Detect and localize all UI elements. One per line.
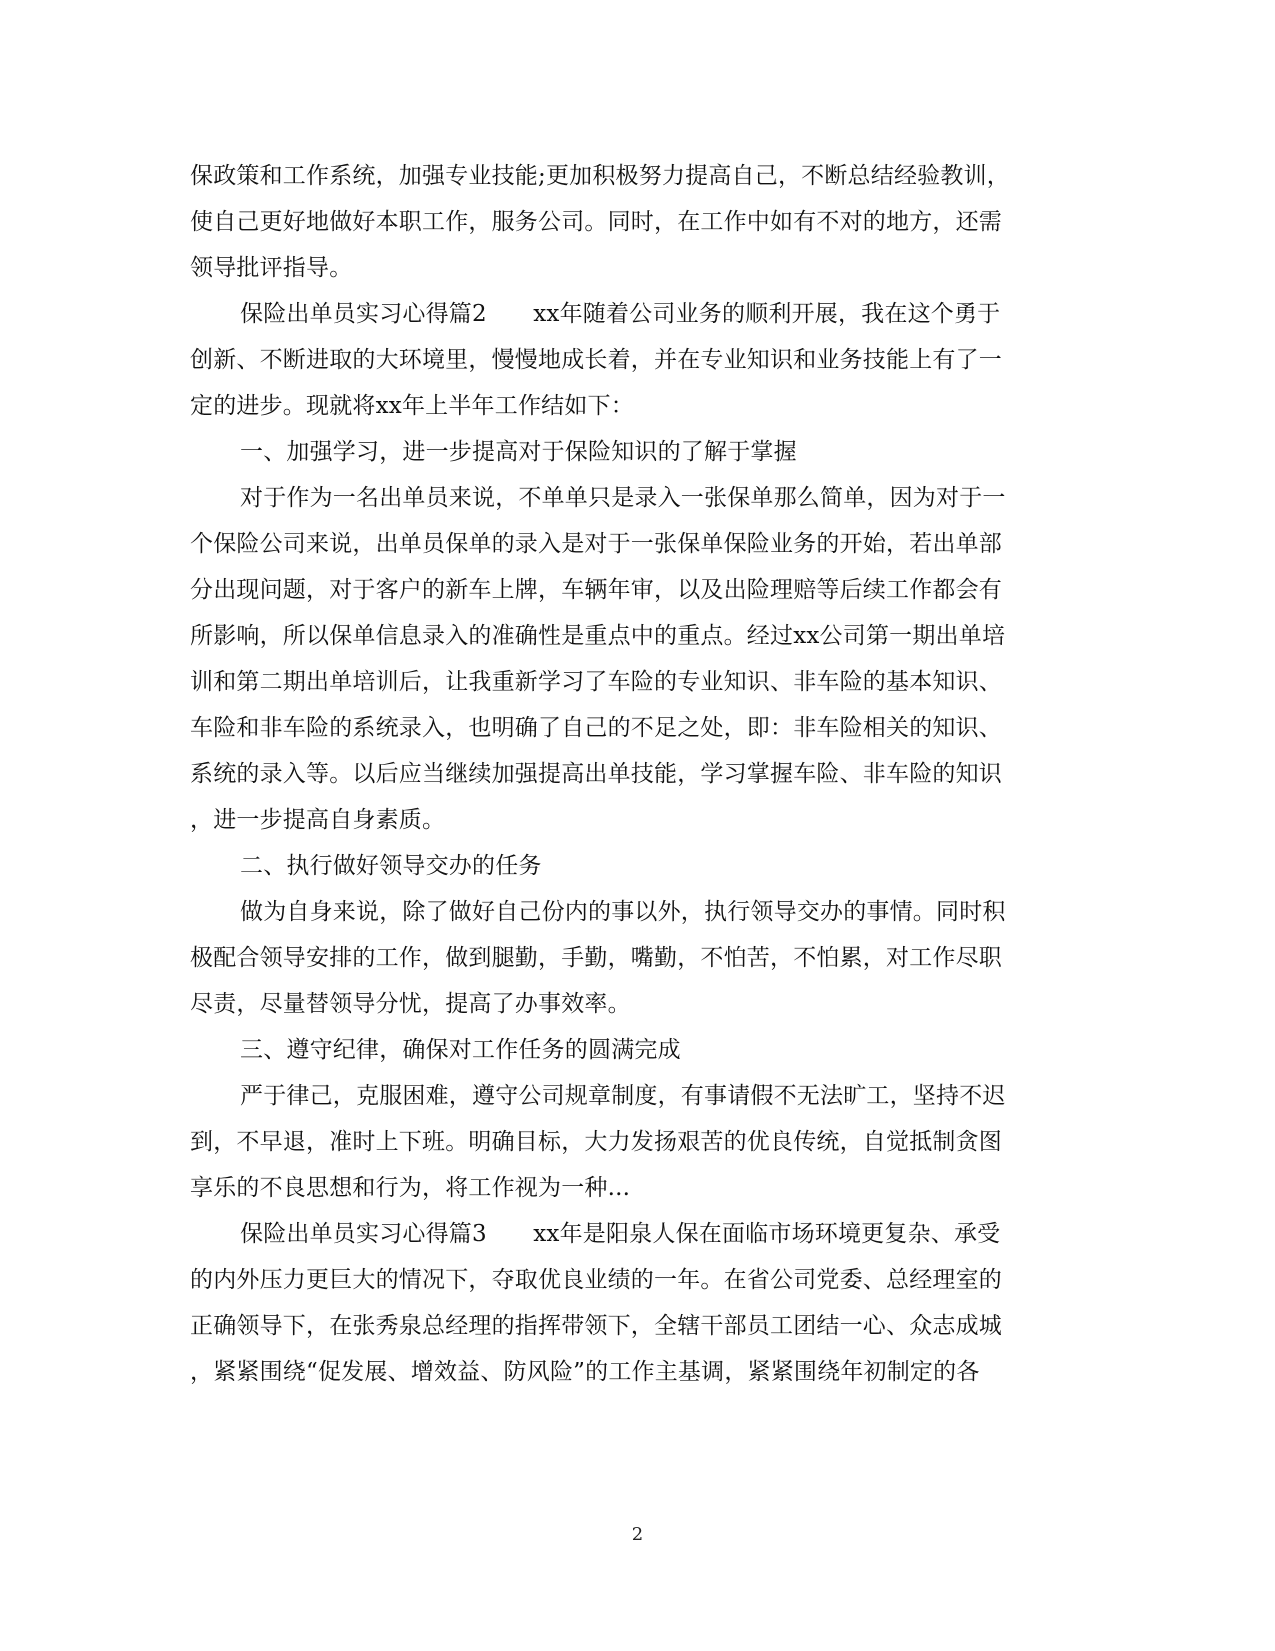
body-text-line: 尽责，尽量替领导分忧，提高了办事效率。 xyxy=(190,991,631,1017)
body-text-line: 享乐的不良思想和行为，将工作视为一种... xyxy=(190,1175,631,1201)
page-number: 2 xyxy=(631,1524,644,1545)
body-text-line: ，紧紧围绕“促发展、增效益、防风险”的工作主基调，紧紧围绕年初制定的各 xyxy=(190,1359,980,1385)
body-text-line: 严于律己，克服困难，遵守公司规章制度，有事请假不无法旷工，坚持不迟 xyxy=(240,1083,1006,1109)
body-text-line: 到，不早退，准时上下班。明确目标，大力发扬艰苦的优良传统，自觉抵制贪图 xyxy=(190,1129,1002,1155)
body-text-line: 极配合领导安排的工作，做到腿勤，手勤，嘴勤，不怕苦，不怕累，对工作尽职 xyxy=(190,945,1002,971)
body-text-line: 所影响，所以保单信息录入的准确性是重点中的重点。经过xx公司第一期出单培 xyxy=(190,623,1006,649)
section-heading: 一、加强学习，进一步提高对于保险知识的了解于掌握 xyxy=(240,439,797,465)
body-text-line: 分出现问题，对于客户的新车上牌，车辆年审，以及出险理赔等后续工作都会有 xyxy=(190,577,1002,603)
body-text-line: 使自己更好地做好本职工作，服务公司。同时，在工作中如有不对的地方，还需 xyxy=(190,209,1002,235)
body-text-line: 对于作为一名出单员来说，不单单只是录入一张保单那么简单，因为对于一 xyxy=(240,485,1006,511)
body-text-line: 保政策和工作系统，加强专业技能;更加积极努力提高自己，不断总结经验教训， xyxy=(190,163,1010,189)
body-text-line: 系统的录入等。以后应当继续加强提高出单技能，学习掌握车险、非车险的知识 xyxy=(190,761,1002,787)
body-text-line: 个保险公司来说，出单员保单的录入是对于一张保单保险业务的开始，若出单部 xyxy=(190,531,1002,557)
body-text-line: 做为自身来说，除了做好自己份内的事以外，执行领导交办的事情。同时积 xyxy=(240,899,1006,925)
body-text-line: 领导批评指导。 xyxy=(190,255,353,281)
body-text-line: 的内外压力更巨大的情况下，夺取优良业绩的一年。在省公司党委、总经理室的 xyxy=(190,1267,1002,1293)
section-heading: 三、遵守纪律，确保对工作任务的圆满完成 xyxy=(240,1037,681,1063)
body-text-line: 训和第二期出单培训后，让我重新学习了车险的专业知识、非车险的基本知识、 xyxy=(190,669,1002,695)
body-text-line: 车险和非车险的系统录入，也明确了自己的不足之处，即：非车险相关的知识、 xyxy=(190,715,1002,741)
body-text-line: 保险出单员实习心得篇2 xx年随着公司业务的顺利开展，我在这个勇于 xyxy=(240,301,1001,327)
body-text-line: 正确领导下，在张秀泉总经理的指挥带领下，全辖干部员工团结一心、众志成城 xyxy=(190,1313,1002,1339)
body-text-line: ，进一步提高自身素质。 xyxy=(190,807,446,833)
section-heading: 二、执行做好领导交办的任务 xyxy=(240,853,542,879)
body-text-line: 创新、不断进取的大环境里，慢慢地成长着，并在专业知识和业务技能上有了一 xyxy=(190,347,1002,373)
body-text-line: 定的进步。现就将xx年上半年工作结如下： xyxy=(190,393,634,419)
body-text-line: 保险出单员实习心得篇3 xx年是阳泉人保在面临市场环境更复杂、承受 xyxy=(240,1221,1001,1247)
